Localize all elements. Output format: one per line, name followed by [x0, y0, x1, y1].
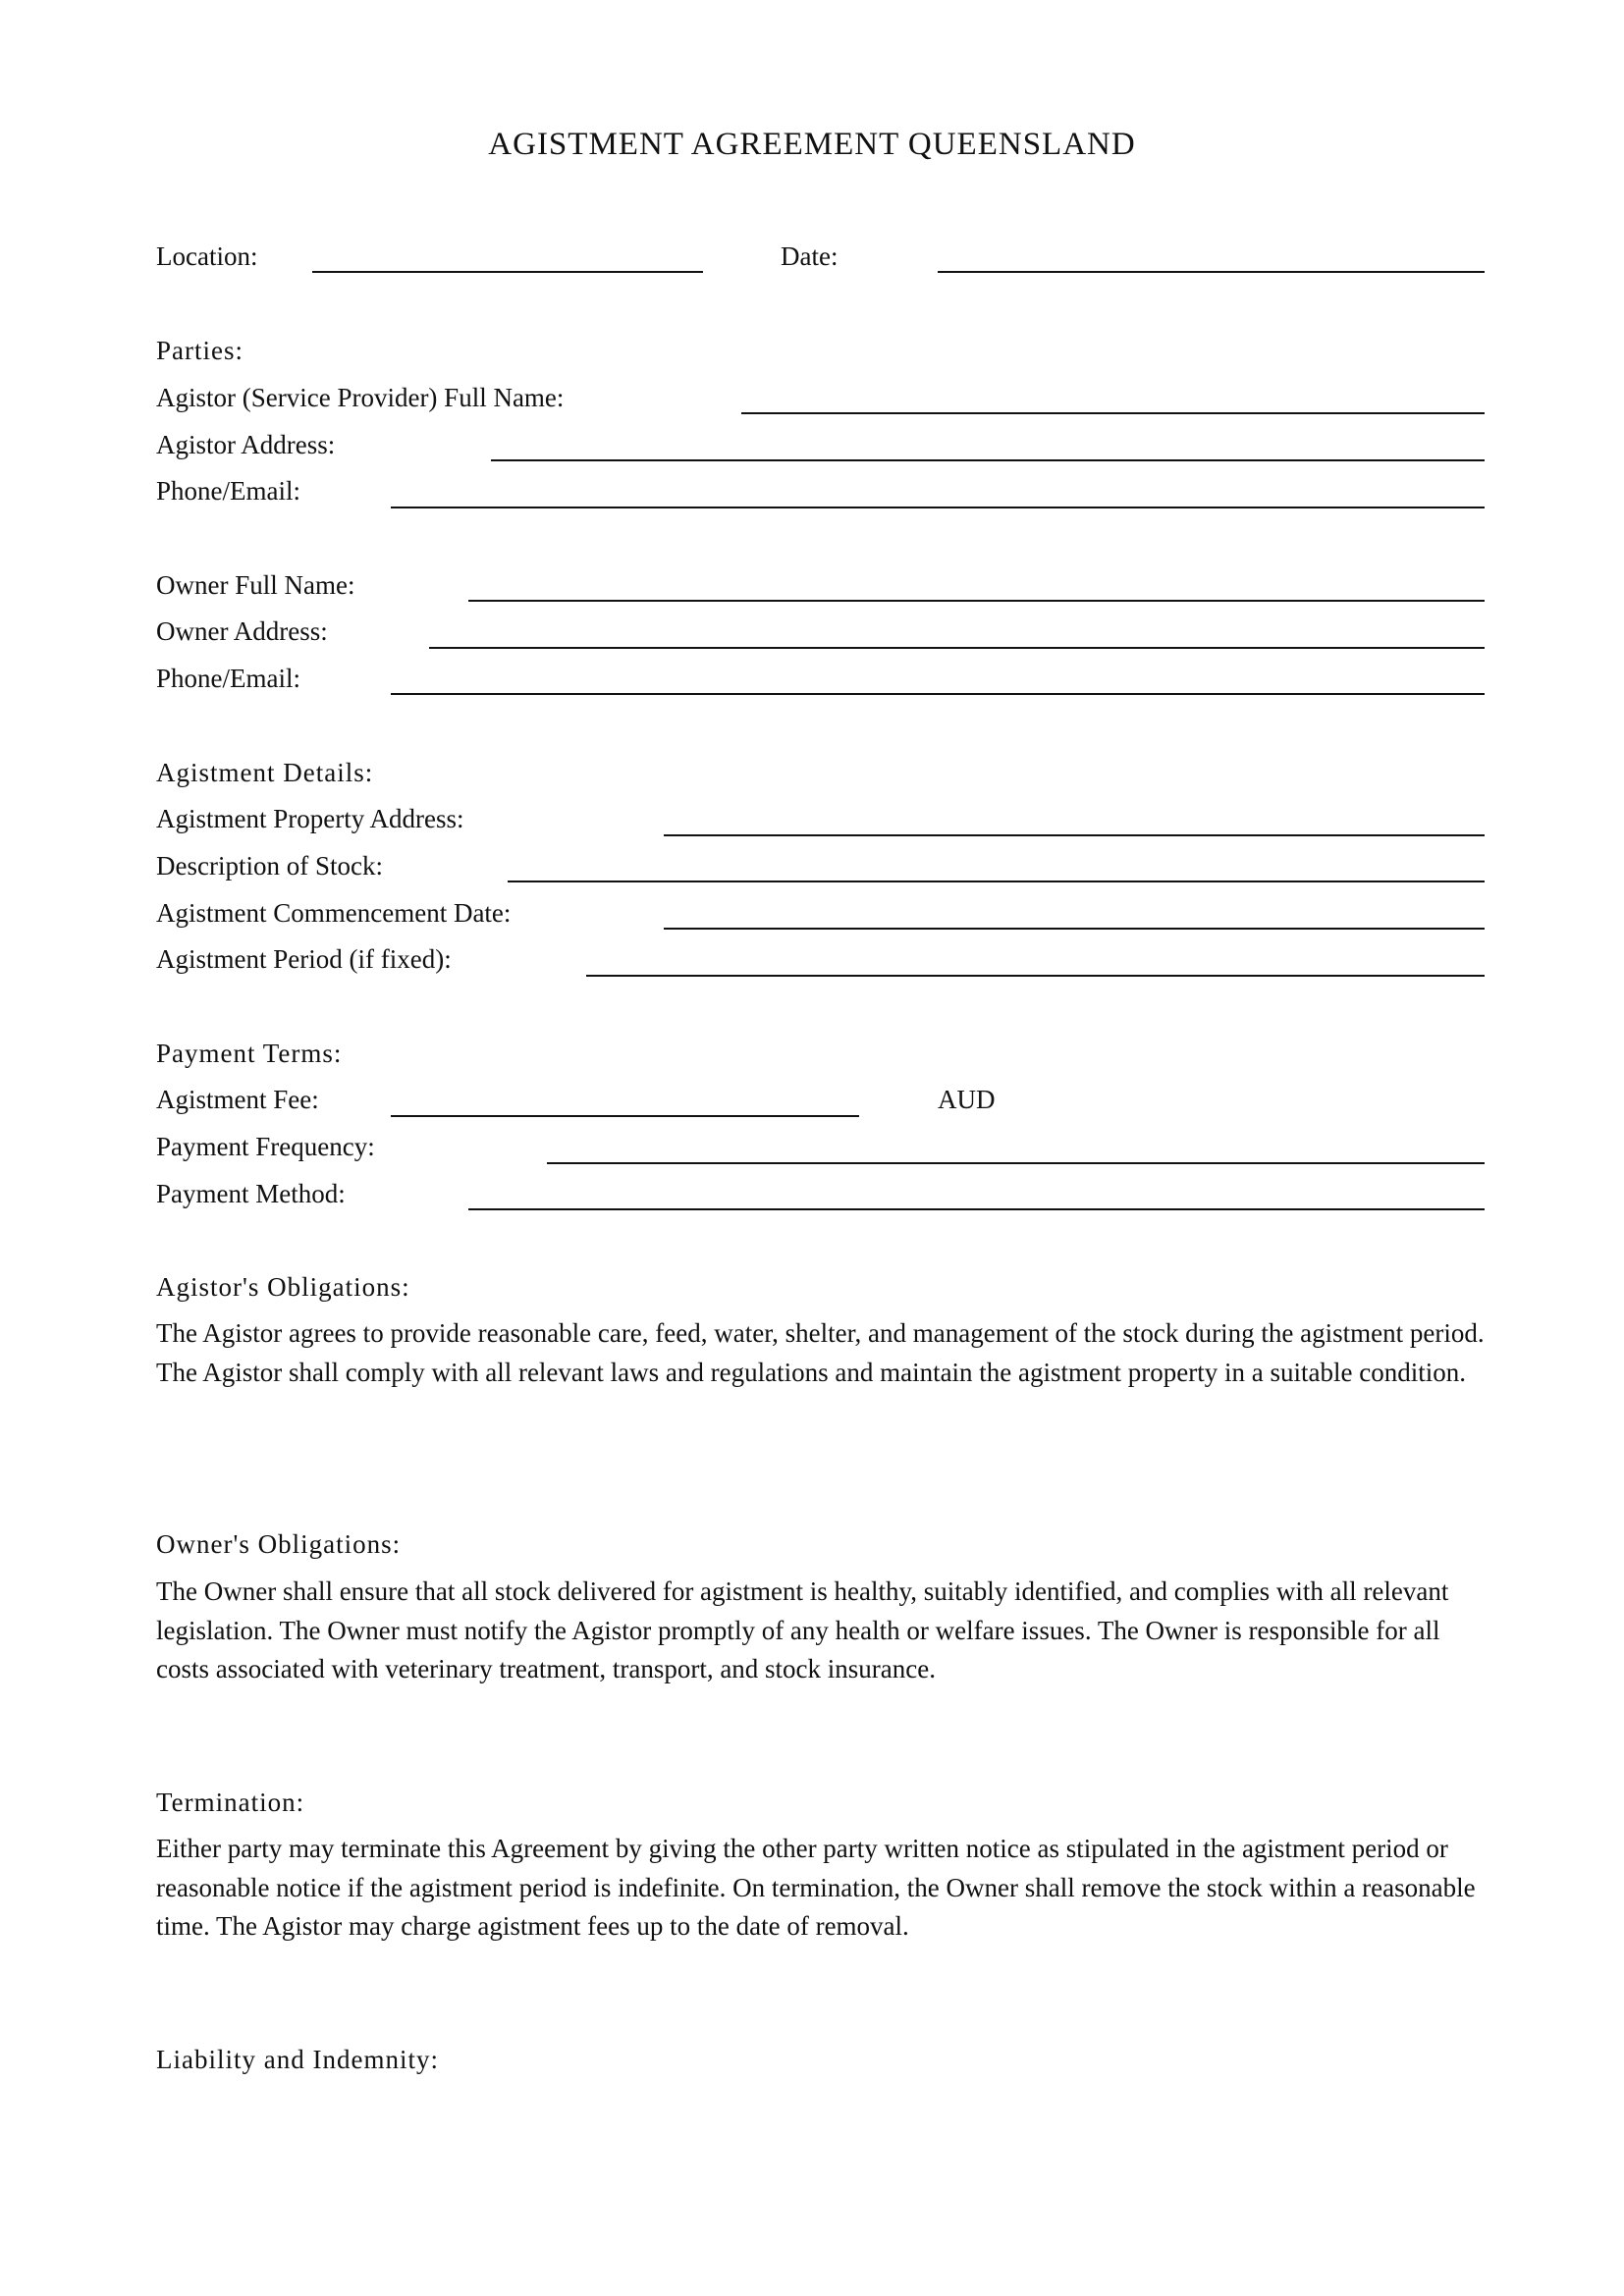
currency-label: AUD [938, 1085, 996, 1114]
date-field[interactable] [938, 271, 1485, 273]
agistment-fee-label: Agistment Fee: [156, 1085, 319, 1114]
agistor-address-label: Agistor Address: [156, 430, 336, 459]
property-address-field[interactable] [664, 834, 1485, 836]
agistor-contact-label: Phone/Email: [156, 476, 300, 506]
parties-heading: Parties: [156, 336, 244, 365]
agistor-obligations-text: The Agistor agrees to provide reasonable care, feed, water, shelter, and management of the stock during the agistment period. The Agistor shall comply with all relevant laws and regulations and maintain the agistment property in a suitable condition. [156, 1318, 1485, 1387]
agistment-period-field[interactable] [586, 975, 1485, 977]
agistor-contact-field[interactable] [391, 507, 1485, 508]
termination-heading: Termination: [156, 1788, 305, 1817]
location-label: Location: [156, 241, 258, 271]
owner-obligations-heading: Owner's Obligations: [156, 1529, 402, 1559]
commencement-date-field[interactable] [664, 928, 1485, 930]
details-heading: Agistment Details: [156, 758, 374, 787]
payment-method-label: Payment Method: [156, 1179, 346, 1208]
stock-description-field[interactable] [508, 881, 1485, 882]
owner-name-label: Owner Full Name: [156, 570, 355, 600]
commencement-date-label: Agistment Commencement Date: [156, 898, 512, 928]
owner-obligations-text: The Owner shall ensure that all stock delivered for agistment is healthy, suitably identified, and complies with all relevant legislation. The Owner must notify the Agistor promptly of any health or welfare issues. The Owner is responsible for all costs associated with veterinary treatment, transport, and stock insurance. [156, 1576, 1449, 1683]
payment-method-field[interactable] [468, 1208, 1485, 1210]
stock-description-label: Description of Stock: [156, 851, 383, 881]
agistor-obligations-heading: Agistor's Obligations: [156, 1272, 410, 1302]
date-label: Date: [781, 241, 839, 271]
owner-address-field[interactable] [429, 647, 1485, 649]
agistor-address-field[interactable] [491, 459, 1485, 461]
page-title: AGISTMENT AGREEMENT QUEENSLAND [488, 127, 1136, 162]
agistor-name-field[interactable] [741, 412, 1485, 414]
payment-frequency-label: Payment Frequency: [156, 1132, 375, 1161]
payment-heading: Payment Terms: [156, 1039, 343, 1068]
property-address-label: Agistment Property Address: [156, 804, 464, 833]
agistment-period-label: Agistment Period (if fixed): [156, 944, 452, 974]
owner-name-field[interactable] [468, 600, 1485, 602]
payment-frequency-field[interactable] [547, 1162, 1485, 1164]
liability-heading: Liability and Indemnity: [156, 2045, 439, 2074]
agistment-fee-field[interactable] [391, 1115, 859, 1117]
owner-contact-label: Phone/Email: [156, 664, 300, 693]
agistor-name-label: Agistor (Service Provider) Full Name: [156, 383, 565, 412]
location-field[interactable] [312, 271, 703, 273]
termination-text: Either party may terminate this Agreement by giving the other party written notice as stipulated in the agistment period or reasonable notice if the agistment period is indefinite. On termination, the Owner shall remove the stock within a reasonable time. The Agistor may charge agistment fees up to the date of removal. [156, 1834, 1476, 1941]
owner-contact-field[interactable] [391, 693, 1485, 695]
owner-address-label: Owner Address: [156, 616, 328, 646]
